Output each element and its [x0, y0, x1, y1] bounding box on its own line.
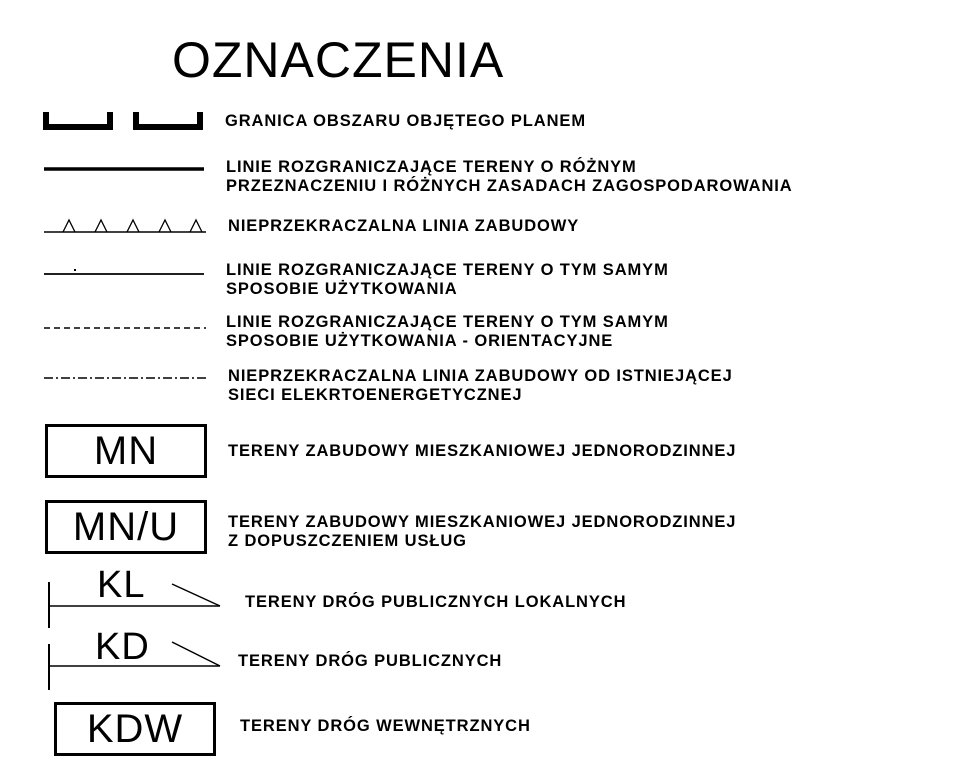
zone-code-box-kdw: [54, 702, 216, 756]
legend-label-building-line: NIEPRZEKRACZALNA LINIA ZABUDOWY: [228, 217, 580, 235]
zone-code-kdw: KDW: [86, 706, 184, 751]
zone-code-mn-u: MN/U: [72, 504, 180, 549]
road-code-kd: KD: [95, 626, 150, 668]
legend-label-dashed-line: LINIE ROZGRANICZAJĄCE TERENY O TYM SAMYM SPOSOBIE UŻYTKOWANIA - ORIENTACYJNE: [226, 313, 669, 350]
legend-label-solid-line: LINIE ROZGRANICZAJĄCE TERENY O RÓŻNYM PRZEZNACZENIU I RÓŻNYCH ZASADACH ZAGOSPODAROWANIA: [226, 158, 793, 195]
legend-label-kdw: TERENY DRÓG WEWNĘTRZNYCH: [240, 717, 531, 735]
legend-label-kd: TERENY DRÓG PUBLICZNYCH: [238, 652, 503, 670]
zone-code-box-mn-u: [45, 500, 207, 554]
road-code-kl: KL: [97, 564, 146, 606]
legend-label-plan-boundary: GRANICA OBSZARU OBJĘTEGO PLANEM: [225, 112, 586, 130]
building-line-triangle-symbol: [44, 214, 210, 236]
legend-title: OZNACZENIA: [172, 32, 505, 88]
legend-label-thin-line: LINIE ROZGRANICZAJĄCE TERENY O TYM SAMYM SPOSOBIE UŻYTKOWANIA: [226, 261, 669, 298]
boundary-dashed-line-symbol: [44, 324, 208, 332]
power-line-dash-dot-symbol: [44, 374, 208, 382]
plan-boundary-symbol: [40, 108, 210, 136]
legend-label-dash-dot-line: NIEPRZEKRACZALNA LINIA ZABUDOWY OD ISTNIEJĄCEJ SIECI ELEKRTOENERGETYCZNEJ: [228, 367, 733, 404]
zone-code-box-mn: [45, 424, 207, 478]
legend-label-kl: TERENY DRÓG PUBLICZNYCH LOKALNYCH: [245, 593, 627, 611]
zone-code-mn: MN: [93, 428, 159, 473]
legend-label-mn: TERENY ZABUDOWY MIESZKANIOWEJ JEDNORODZINNEJ: [228, 442, 737, 460]
legend-label-mn-u: TERENY ZABUDOWY MIESZKANIOWEJ JEDNORODZINNEJ Z DOPUSZCZENIEM USŁUG: [228, 513, 737, 550]
boundary-thin-line-symbol: [44, 266, 206, 278]
boundary-solid-line-symbol: [44, 165, 206, 173]
